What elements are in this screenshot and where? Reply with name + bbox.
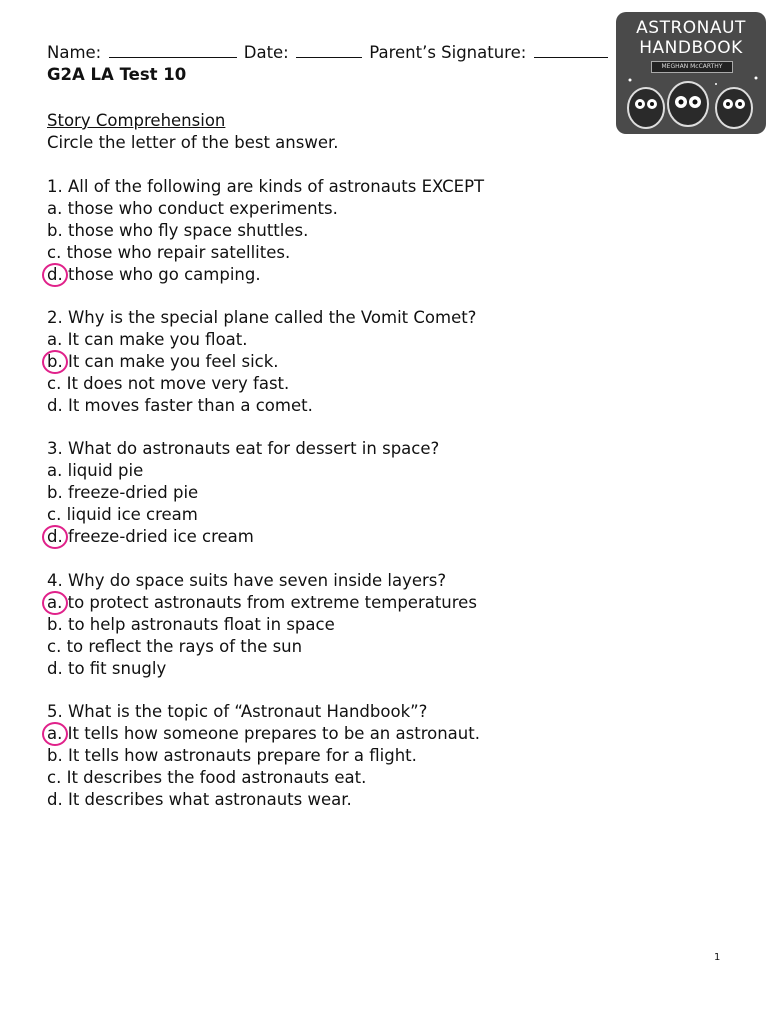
question-1-option-a[interactable] [47, 198, 338, 220]
option-letter: c. [47, 637, 62, 656]
section-title: Story Comprehension [47, 111, 226, 130]
question-4-option-d[interactable] [47, 658, 166, 680]
option-text: It can make you feel sick. [67, 352, 279, 371]
signature-label: Parent’s Signature: [369, 43, 527, 62]
option-text: those who go camping. [67, 265, 261, 284]
option-letter: a. [47, 461, 63, 480]
cover-title-line1: ASTRONAUT [636, 18, 746, 38]
question-3: 3. What do astronauts eat for dessert in space? [47, 439, 440, 458]
option-text: It does not move very fast. [66, 374, 290, 393]
question-3-option-a[interactable] [47, 460, 143, 482]
option-text: to fit snugly [67, 659, 167, 678]
option-letter: d. [47, 790, 63, 809]
option-letter: c. [47, 505, 62, 524]
option-text: liquid ice cream [66, 505, 198, 524]
name-blank[interactable] [109, 42, 237, 58]
circled-answer-mark: d. [47, 265, 63, 284]
option-text: freeze-dried ice cream [67, 527, 254, 546]
option-letter: b. [47, 746, 63, 765]
astronauts-illustration [616, 12, 766, 134]
instructions: Circle the letter of the best answer. [47, 133, 339, 152]
question-2-option-c[interactable] [47, 373, 289, 395]
circled-answer-mark: d. [47, 527, 63, 546]
question-1: 1. All of the following are kinds of astronauts EXCEPT [47, 177, 485, 196]
question-4-option-c[interactable] [47, 636, 302, 658]
question-2-option-a[interactable] [47, 329, 248, 351]
test-title: G2A LA Test 10 [47, 65, 187, 84]
question-4: 4. Why do space suits have seven inside layers? [47, 571, 447, 590]
question-5-option-b[interactable] [47, 745, 417, 767]
option-letter: b. [47, 221, 63, 240]
question-5-option-c[interactable] [47, 767, 366, 789]
signature-blank[interactable] [534, 42, 608, 58]
question-4-option-b[interactable] [47, 614, 335, 636]
option-text: It moves faster than a comet. [67, 396, 313, 415]
header-line [47, 42, 610, 64]
option-letter: b. [47, 483, 63, 502]
option-text: to help astronauts float in space [67, 615, 335, 634]
option-letter: c. [47, 243, 62, 262]
book-cover-image [616, 12, 766, 134]
question-2-option-b[interactable] [47, 351, 279, 373]
page-number: 1 [714, 952, 721, 963]
question-3-option-b[interactable] [47, 482, 198, 504]
question-5-option-d[interactable] [47, 789, 352, 811]
option-text: It can make you float. [67, 330, 248, 349]
option-letter: a. [47, 330, 63, 349]
option-text: freeze-dried pie [67, 483, 199, 502]
name-label: Name: [47, 43, 102, 62]
option-text: those who conduct experiments. [67, 199, 338, 218]
question-1-option-c[interactable] [47, 242, 290, 264]
option-text: It tells how someone prepares to be an astronaut. [67, 724, 480, 743]
question-2-option-d[interactable] [47, 395, 313, 417]
cover-author: MEGHAN McCARTHY [651, 61, 733, 73]
option-letter: b. [47, 615, 63, 634]
option-letter: c. [47, 768, 62, 787]
question-1-option-b[interactable] [47, 220, 308, 242]
question-5-option-a[interactable] [47, 723, 480, 745]
option-text: those who fly space shuttles. [67, 221, 309, 240]
option-letter: d. [47, 659, 63, 678]
option-text: It describes what astronauts wear. [67, 790, 352, 809]
option-text: It tells how astronauts prepare for a flight. [67, 746, 417, 765]
option-letter: d. [47, 396, 63, 415]
option-text: to reflect the rays of the sun [66, 637, 303, 656]
option-text: those who repair satellites. [66, 243, 291, 262]
option-letter: a. [47, 199, 63, 218]
circled-answer-mark: b. [47, 352, 63, 371]
circled-answer-mark: a. [47, 724, 63, 743]
cover-title-line2: HANDBOOK [639, 38, 743, 58]
option-text: liquid pie [67, 461, 144, 480]
date-blank[interactable] [296, 42, 362, 58]
question-3-option-c[interactable] [47, 504, 198, 526]
date-label: Date: [243, 43, 289, 62]
question-2: 2. Why is the special plane called the Vomit Comet? [47, 308, 477, 327]
option-letter: c. [47, 374, 62, 393]
question-1-option-d[interactable] [47, 264, 261, 286]
question-5: 5. What is the topic of “Astronaut Handbook”? [47, 702, 428, 721]
option-text: It describes the food astronauts eat. [66, 768, 367, 787]
option-text: to protect astronauts from extreme temperatures [67, 593, 477, 612]
question-3-option-d[interactable] [47, 526, 254, 548]
question-4-option-a[interactable] [47, 592, 477, 614]
circled-answer-mark: a. [47, 593, 63, 612]
